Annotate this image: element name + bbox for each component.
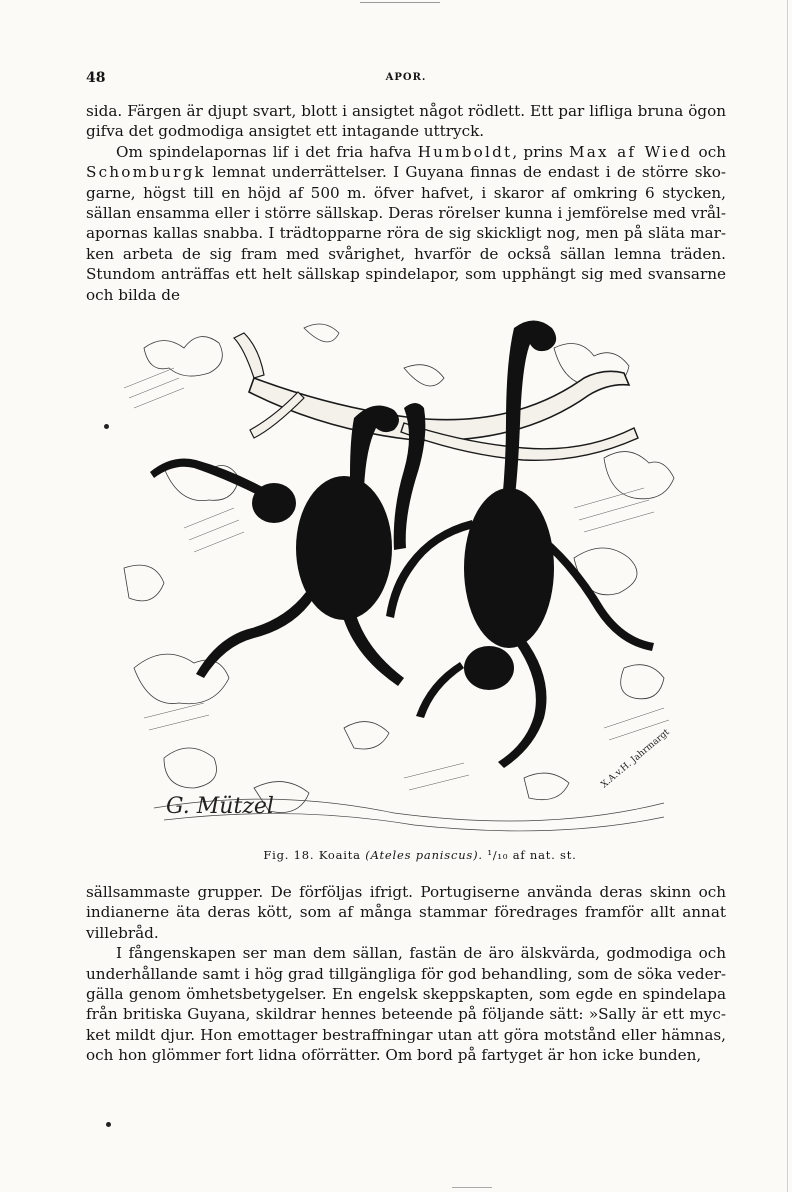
margin-dot xyxy=(106,1122,111,1127)
top-rule xyxy=(360,2,440,3)
text-line: ket mildt djur. Hon emottager bestraffningar utan att göra motstånd eller hämnas, xyxy=(86,1025,726,1044)
page-number: 48 xyxy=(86,70,106,86)
margin-dot xyxy=(104,424,109,429)
text-line: sällan ensamma eller i större sällskap. Deras rörelser kunna i jemförelse med vrål- xyxy=(86,204,726,223)
text-block-bottom xyxy=(86,882,726,1066)
text-run: Om spindelapornas lif i det fria hafva xyxy=(116,142,418,161)
person-name-schomburgk: Schomburgk xyxy=(86,163,206,182)
engraver-signature-right: X.A.v.H. Jahrmargt xyxy=(599,727,672,791)
text-line: apornas kallas snabba. I trädtopparne röra de sig skickligt nog, men på släta mar- xyxy=(86,224,726,243)
bottom-rule xyxy=(452,1187,492,1188)
text-run: , prins xyxy=(512,142,569,161)
text-run: lemnat underrättelser. I Guyana finnas de endast i de större sko- xyxy=(205,163,726,182)
figure-koaita-illustration xyxy=(104,308,704,840)
paragraph-2 xyxy=(86,142,726,305)
text-line: ken arbeta de sig fram med svårighet, hvarför de också sällan lemna träden. Stundom xyxy=(86,244,726,284)
foliage-background xyxy=(124,324,674,813)
text-line: garne, högst till en höjd af 500 m. öfver hafvet, i skaror af omkring 6 stycken, xyxy=(86,183,726,202)
page-edge-rule xyxy=(787,0,788,1192)
text-line: indianerne äta deras kött, som af många stammar föredrages framför allt annat xyxy=(86,903,726,922)
monkey-right xyxy=(386,321,654,769)
text-line: sida. Färgen är djupt svart, blott i ansigtet något rödlett. Ett par lifliga bruna xyxy=(86,102,684,120)
text-line: och hon glömmer fort lidna oförrätter. Om bord på fartyget är hon icke bunden, xyxy=(86,1046,702,1065)
paragraph-4 xyxy=(86,943,726,1065)
page-header xyxy=(86,70,726,90)
paragraph-3 xyxy=(86,882,726,943)
person-name-humboldt: Humboldt xyxy=(417,142,513,161)
text-line: från britiska Guyana, skildrar hennes beteende på följande sätt: »Sally är ett myc- xyxy=(86,1005,726,1024)
text-line: ögon gifva det godmodiga ansigtet ett intagande uttryck. xyxy=(86,102,726,141)
tree-branch xyxy=(234,333,638,460)
paragraph-1 xyxy=(86,101,726,142)
text-run: och xyxy=(692,142,726,161)
text-line: anträffas ett helt sällskap spindelapor, som upphängt sig med svansarne och bilda de xyxy=(86,265,727,304)
spider-monkey-engraving xyxy=(104,308,704,840)
monkey-left xyxy=(150,403,425,686)
figure-caption xyxy=(150,848,690,862)
text-line: I fångenskapen ser man dem sällan, fastän de äro älskvärda, godmodiga och xyxy=(116,944,726,963)
text-line: gälla genom ömhetsbetygelser. En engelsk skeppskapten, som egde en spindelapa xyxy=(86,985,726,1004)
engraver-signature-left: G. Mützel xyxy=(166,794,274,819)
text-line: villebråd. xyxy=(86,923,159,942)
person-name-max-af-wied: Max af Wied xyxy=(568,142,693,161)
caption-scale: ¹/₁₀ af nat. st. xyxy=(487,848,577,862)
caption-species: (Ateles paniscus). xyxy=(365,848,483,862)
text-line: sällsammaste grupper. De förföljas ifrigt. Portugiserne använda deras skinn och xyxy=(86,883,726,901)
text-line: underhållande samt i hög grad tillgängliga för god behandling, som de söka veder- xyxy=(86,964,726,983)
caption-prefix: Fig. 18. Koaita xyxy=(263,848,366,862)
text-block-top xyxy=(86,101,726,305)
running-head: APOR. xyxy=(385,72,427,83)
